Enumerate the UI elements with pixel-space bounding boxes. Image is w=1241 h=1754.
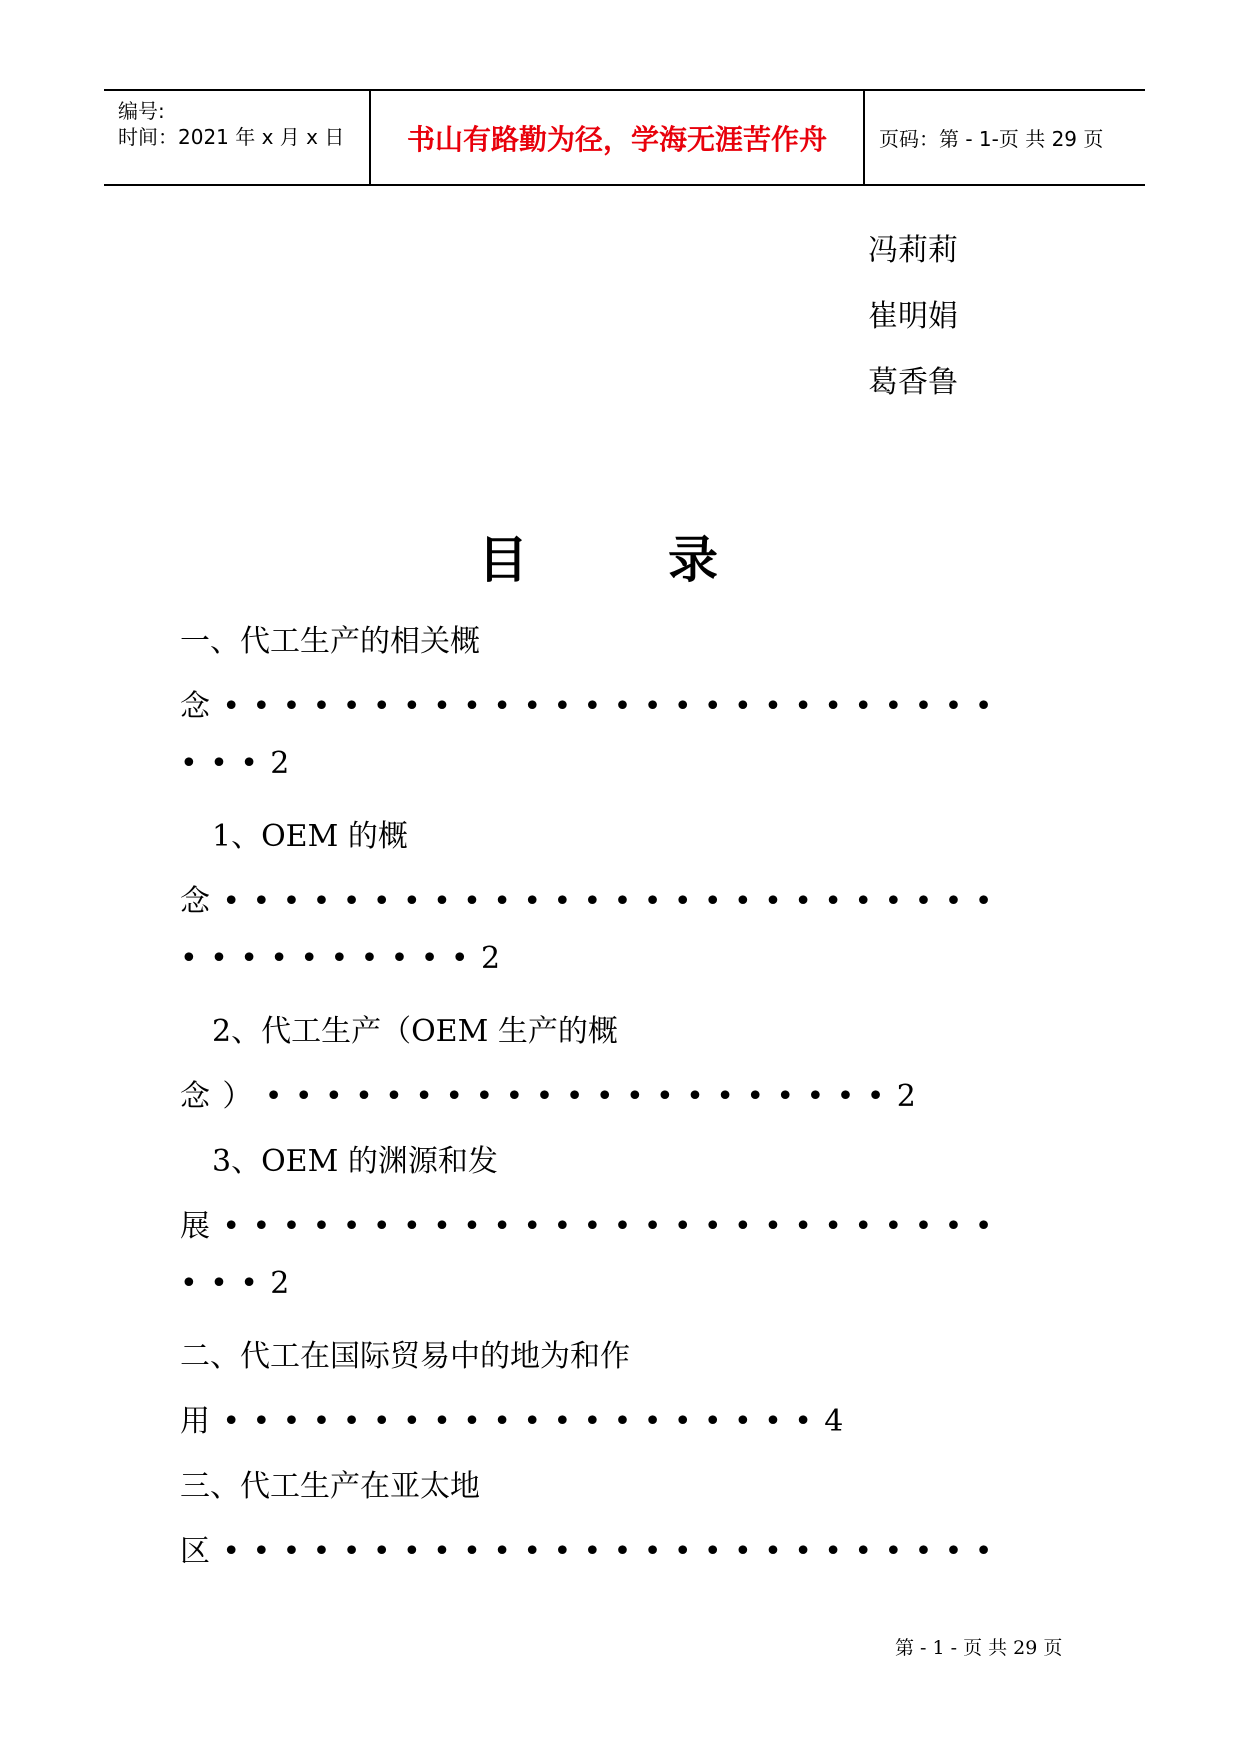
page-footer: 第 - 1 - 页 共 29 页	[895, 1637, 1063, 1659]
header-motto: 书山有路勤为径，学海无涯苦作舟	[406, 122, 827, 156]
time-label: 时间：2021 年 x 月 x 日	[118, 125, 345, 149]
author-name: 冯莉莉	[868, 233, 958, 268]
toc-entry[interactable]: •••2	[180, 1266, 302, 1301]
toc-entry[interactable]: 念••••••••••••••••••••••••••	[180, 689, 1005, 724]
toc-entry[interactable]: 区••••••••••••••••••••••••••	[180, 1534, 1005, 1569]
author-name: 崔明娟	[868, 299, 958, 334]
toc-entry[interactable]: 3、OEM 的渊源和发	[212, 1144, 498, 1179]
toc-title-part: 录	[668, 531, 718, 589]
toc-entry[interactable]: 二、代工在国际贸易中的地为和作	[180, 1339, 630, 1374]
toc-entry[interactable]: 2、代工生产（OEM 生产的概	[212, 1014, 618, 1049]
toc-entry[interactable]: ••••••••••2	[180, 941, 513, 976]
toc-entry[interactable]: 念••••••••••••••••••••••••••	[180, 884, 1005, 919]
toc-entry[interactable]: 一、代工生产的相关概	[180, 624, 480, 659]
toc-entry[interactable]: •••2	[180, 746, 302, 781]
author-name: 葛香鲁	[868, 365, 958, 400]
toc-entry[interactable]: 念）•••••••••••••••••••••2	[180, 1079, 929, 1114]
toc-title-part: 目	[478, 531, 528, 589]
number-label: 编号:	[118, 99, 165, 123]
toc-entry[interactable]: 用••••••••••••••••••••4	[180, 1404, 856, 1439]
toc-entry[interactable]: 展••••••••••••••••••••••••••	[180, 1209, 1005, 1244]
toc-title	[478, 520, 718, 592]
toc-entry[interactable]: 1、OEM 的概	[212, 819, 408, 854]
toc-entry[interactable]: 三、代工生产在亚太地	[180, 1469, 480, 1504]
author-list	[868, 218, 958, 416]
document-header	[104, 89, 1145, 186]
header-meta	[104, 91, 369, 184]
header-page-code: 页码：第 - 1-页 共 29 页	[879, 127, 1104, 151]
